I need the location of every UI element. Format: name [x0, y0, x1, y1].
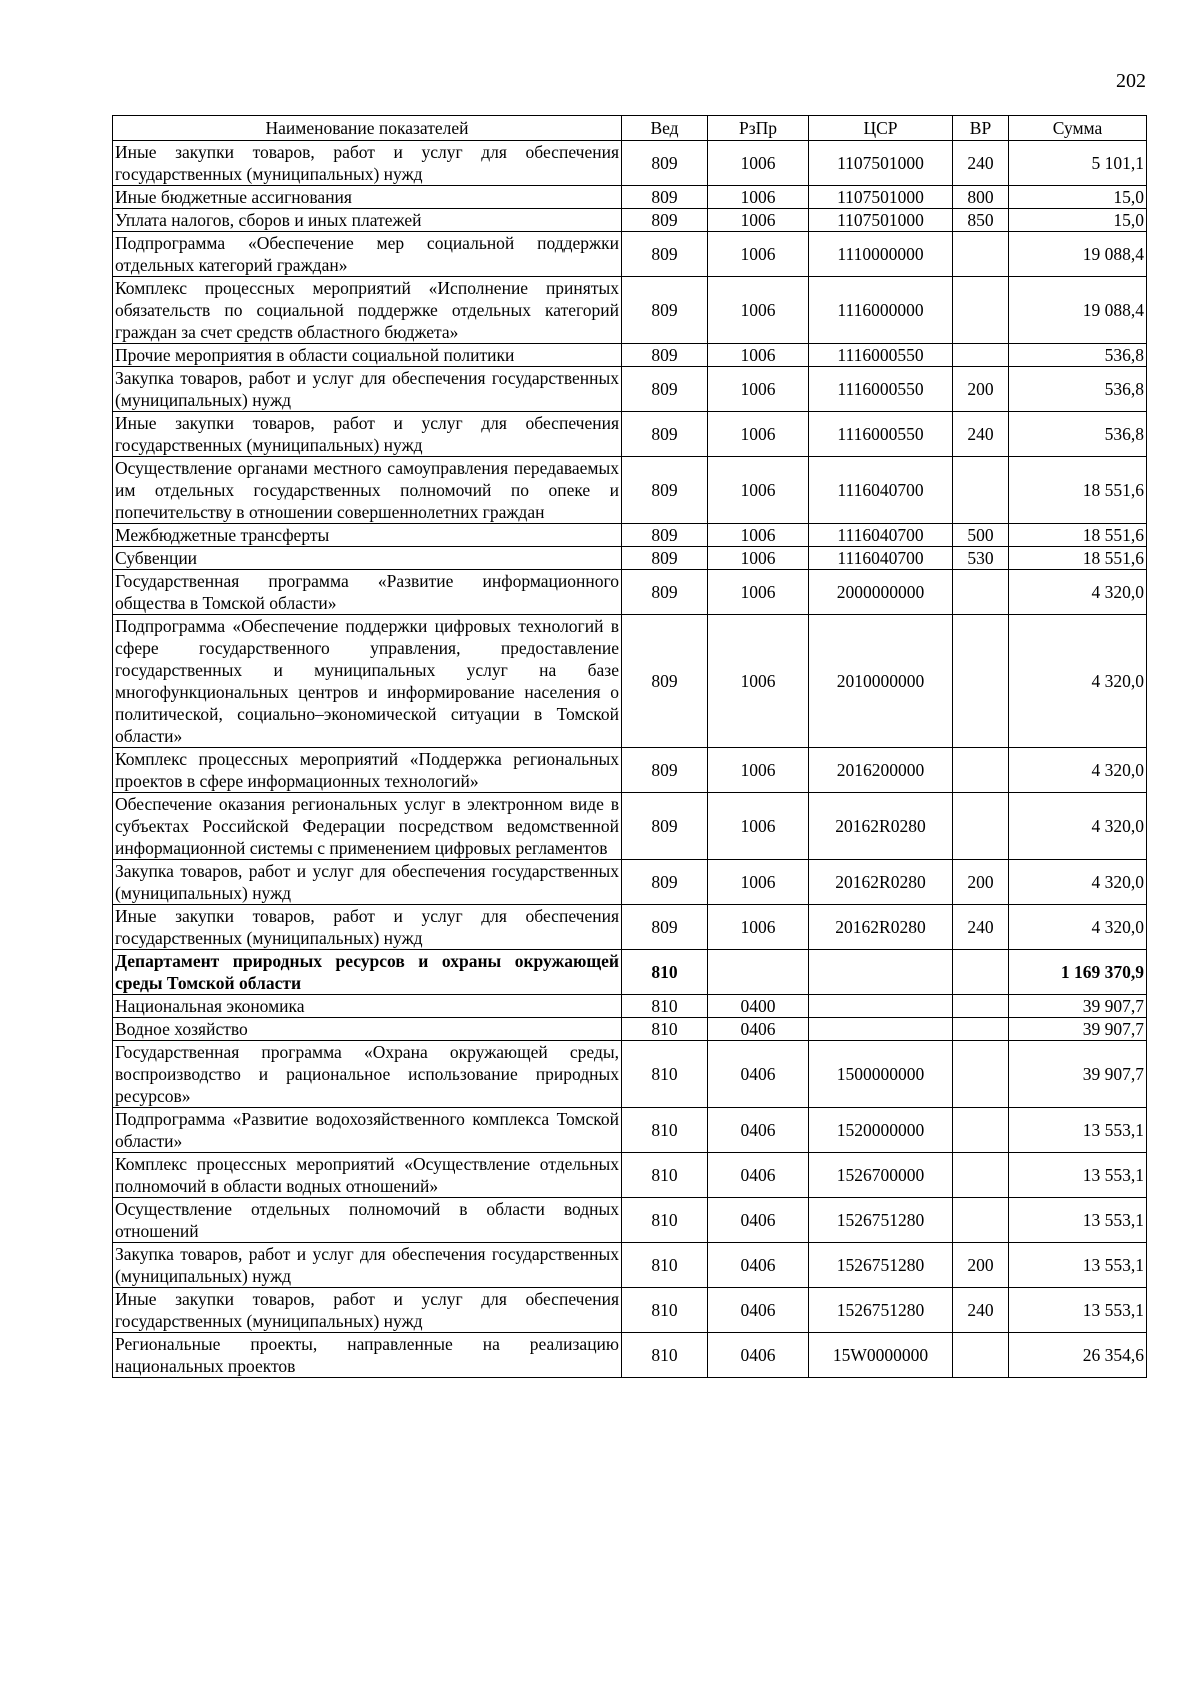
cell-csr: 1116000550 — [809, 412, 953, 457]
cell-vr: 240 — [953, 141, 1009, 186]
cell-rzpr: 0406 — [708, 1333, 809, 1378]
cell-name: Подпрограмма «Обеспечение мер социальной поддержки отдельных категорий граждан» — [113, 232, 622, 277]
table-row — [113, 186, 1147, 209]
table-header-row — [113, 116, 1147, 141]
cell-rzpr: 1006 — [708, 748, 809, 793]
cell-vr: 500 — [953, 524, 1009, 547]
table-body — [113, 141, 1147, 1378]
cell-vr — [953, 615, 1009, 748]
cell-vr: 240 — [953, 412, 1009, 457]
cell-rzpr: 0400 — [708, 995, 809, 1018]
cell-vr — [953, 950, 1009, 995]
cell-csr: 1116000000 — [809, 277, 953, 344]
table-row — [113, 524, 1147, 547]
cell-ved: 810 — [622, 1198, 708, 1243]
table-row — [113, 905, 1147, 950]
cell-vr: 240 — [953, 1288, 1009, 1333]
cell-rzpr: 1006 — [708, 570, 809, 615]
cell-name: Осуществление органами местного самоуправления передаваемых им отдельных государственных полномочий по опеке и попечительству в отношении совершеннолетних граждан — [113, 457, 622, 524]
cell-sum: 19 088,4 — [1009, 277, 1147, 344]
cell-name: Иные закупки товаров, работ и услуг для обеспечения государственных (муниципальных) нужд — [113, 412, 622, 457]
cell-csr: 1520000000 — [809, 1108, 953, 1153]
cell-csr: 1107501000 — [809, 141, 953, 186]
cell-ved: 810 — [622, 1288, 708, 1333]
cell-ved: 810 — [622, 1153, 708, 1198]
cell-ved: 810 — [622, 1243, 708, 1288]
cell-vr — [953, 232, 1009, 277]
cell-csr: 1500000000 — [809, 1041, 953, 1108]
cell-rzpr: 1006 — [708, 344, 809, 367]
cell-ved: 809 — [622, 141, 708, 186]
cell-vr — [953, 1018, 1009, 1041]
cell-rzpr: 0406 — [708, 1153, 809, 1198]
cell-sum: 13 553,1 — [1009, 1288, 1147, 1333]
cell-name: Субвенции — [113, 547, 622, 570]
cell-sum: 18 551,6 — [1009, 457, 1147, 524]
cell-sum: 4 320,0 — [1009, 860, 1147, 905]
cell-name: Иные бюджетные ассигнования — [113, 186, 622, 209]
cell-rzpr: 1006 — [708, 141, 809, 186]
cell-csr: 1526751280 — [809, 1198, 953, 1243]
cell-sum: 536,8 — [1009, 412, 1147, 457]
cell-sum: 1 169 370,9 — [1009, 950, 1147, 995]
cell-csr: 2010000000 — [809, 615, 953, 748]
cell-sum: 15,0 — [1009, 186, 1147, 209]
cell-vr — [953, 1108, 1009, 1153]
header-ved: Вед — [622, 116, 708, 141]
cell-name: Подпрограмма «Обеспечение поддержки цифровых технологий в сфере государственного управления, предоставление государственных и муниципальных услуг на базе многофункциональных центров и информирование населения о политической, социально–экономической ситуации в Томской области» — [113, 615, 622, 748]
table-row — [113, 209, 1147, 232]
cell-sum: 19 088,4 — [1009, 232, 1147, 277]
cell-csr: 1107501000 — [809, 209, 953, 232]
table-row — [113, 860, 1147, 905]
cell-sum: 13 553,1 — [1009, 1153, 1147, 1198]
cell-sum: 13 553,1 — [1009, 1108, 1147, 1153]
cell-ved: 810 — [622, 950, 708, 995]
table-row — [113, 570, 1147, 615]
cell-ved: 809 — [622, 277, 708, 344]
table-row — [113, 412, 1147, 457]
cell-ved: 809 — [622, 748, 708, 793]
cell-csr: 1116040700 — [809, 457, 953, 524]
header-rzpr: РзПр — [708, 116, 809, 141]
table-row — [113, 232, 1147, 277]
table-row — [113, 1018, 1147, 1041]
cell-ved: 809 — [622, 615, 708, 748]
cell-vr: 850 — [953, 209, 1009, 232]
cell-sum: 4 320,0 — [1009, 748, 1147, 793]
table-row — [113, 547, 1147, 570]
cell-rzpr: 0406 — [708, 1041, 809, 1108]
cell-rzpr — [708, 950, 809, 995]
table-row — [113, 748, 1147, 793]
cell-ved: 809 — [622, 412, 708, 457]
cell-sum: 13 553,1 — [1009, 1243, 1147, 1288]
cell-csr: 20162R0280 — [809, 860, 953, 905]
table-row — [113, 793, 1147, 860]
cell-sum: 39 907,7 — [1009, 1018, 1147, 1041]
cell-csr: 2016200000 — [809, 748, 953, 793]
cell-csr: 1116000550 — [809, 367, 953, 412]
cell-ved: 809 — [622, 232, 708, 277]
cell-ved: 809 — [622, 367, 708, 412]
table-row — [113, 1153, 1147, 1198]
cell-sum: 18 551,6 — [1009, 547, 1147, 570]
cell-ved: 809 — [622, 344, 708, 367]
cell-name: Комплекс процессных мероприятий «Осуществление отдельных полномочий в области водных отношений» — [113, 1153, 622, 1198]
cell-name: Прочие мероприятия в области социальной политики — [113, 344, 622, 367]
table-row — [113, 1333, 1147, 1378]
cell-name: Национальная экономика — [113, 995, 622, 1018]
cell-csr: 1110000000 — [809, 232, 953, 277]
table-row — [113, 1198, 1147, 1243]
cell-csr: 1526700000 — [809, 1153, 953, 1198]
table-row — [113, 344, 1147, 367]
cell-name: Подпрограмма «Развитие водохозяйственного комплекса Томской области» — [113, 1108, 622, 1153]
table-row — [113, 615, 1147, 748]
cell-ved: 809 — [622, 524, 708, 547]
cell-name: Региональные проекты, направленные на реализацию национальных проектов — [113, 1333, 622, 1378]
cell-vr — [953, 748, 1009, 793]
cell-name: Закупка товаров, работ и услуг для обеспечения государственных (муниципальных) нужд — [113, 1243, 622, 1288]
cell-csr: 1116040700 — [809, 524, 953, 547]
cell-rzpr: 1006 — [708, 860, 809, 905]
cell-sum: 39 907,7 — [1009, 995, 1147, 1018]
cell-csr: 1526751280 — [809, 1243, 953, 1288]
cell-csr: 20162R0280 — [809, 793, 953, 860]
header-vr: ВР — [953, 116, 1009, 141]
cell-ved: 810 — [622, 995, 708, 1018]
cell-name: Межбюджетные трансферты — [113, 524, 622, 547]
cell-vr — [953, 995, 1009, 1018]
cell-ved: 810 — [622, 1041, 708, 1108]
table-row — [113, 995, 1147, 1018]
cell-sum: 13 553,1 — [1009, 1198, 1147, 1243]
cell-csr: 1526751280 — [809, 1288, 953, 1333]
cell-name: Водное хозяйство — [113, 1018, 622, 1041]
cell-rzpr: 0406 — [708, 1243, 809, 1288]
cell-vr — [953, 277, 1009, 344]
header-csr: ЦСР — [809, 116, 953, 141]
cell-ved: 810 — [622, 1018, 708, 1041]
cell-vr — [953, 1041, 1009, 1108]
table-row — [113, 1108, 1147, 1153]
cell-name: Уплата налогов, сборов и иных платежей — [113, 209, 622, 232]
cell-ved: 809 — [622, 793, 708, 860]
table-row — [113, 457, 1147, 524]
cell-rzpr: 1006 — [708, 412, 809, 457]
cell-vr: 240 — [953, 905, 1009, 950]
cell-rzpr: 0406 — [708, 1108, 809, 1153]
cell-rzpr: 1006 — [708, 367, 809, 412]
cell-ved: 809 — [622, 457, 708, 524]
cell-sum: 26 354,6 — [1009, 1333, 1147, 1378]
cell-vr — [953, 457, 1009, 524]
cell-ved: 810 — [622, 1333, 708, 1378]
cell-sum: 18 551,6 — [1009, 524, 1147, 547]
cell-ved: 809 — [622, 209, 708, 232]
cell-rzpr: 1006 — [708, 547, 809, 570]
cell-vr: 200 — [953, 1243, 1009, 1288]
cell-vr: 200 — [953, 860, 1009, 905]
cell-vr — [953, 344, 1009, 367]
cell-csr: 1116000550 — [809, 344, 953, 367]
cell-rzpr: 1006 — [708, 209, 809, 232]
cell-name: Осуществление отдельных полномочий в области водных отношений — [113, 1198, 622, 1243]
header-sum: Сумма — [1009, 116, 1147, 141]
cell-rzpr: 0406 — [708, 1018, 809, 1041]
cell-sum: 536,8 — [1009, 367, 1147, 412]
table-row — [113, 277, 1147, 344]
cell-rzpr: 0406 — [708, 1288, 809, 1333]
table-row — [113, 950, 1147, 995]
cell-csr: 20162R0280 — [809, 905, 953, 950]
cell-ved: 809 — [622, 905, 708, 950]
cell-rzpr: 1006 — [708, 186, 809, 209]
table-row — [113, 1041, 1147, 1108]
cell-sum: 4 320,0 — [1009, 905, 1147, 950]
cell-ved: 809 — [622, 570, 708, 615]
cell-rzpr: 1006 — [708, 793, 809, 860]
table-row — [113, 367, 1147, 412]
cell-name: Государственная программа «Развитие информационного общества в Томской области» — [113, 570, 622, 615]
cell-sum: 39 907,7 — [1009, 1041, 1147, 1108]
cell-sum: 5 101,1 — [1009, 141, 1147, 186]
cell-vr: 530 — [953, 547, 1009, 570]
cell-ved: 810 — [622, 1108, 708, 1153]
cell-name: Иные закупки товаров, работ и услуг для обеспечения государственных (муниципальных) нужд — [113, 905, 622, 950]
cell-name: Комплекс процессных мероприятий «Исполнение принятых обязательств по социальной поддержке отдельных категорий граждан за счет средств областного бюджета» — [113, 277, 622, 344]
cell-name: Департамент природных ресурсов и охраны окружающей среды Томской области — [113, 950, 622, 995]
cell-rzpr: 1006 — [708, 232, 809, 277]
cell-rzpr: 1006 — [708, 277, 809, 344]
cell-ved: 809 — [622, 860, 708, 905]
cell-vr — [953, 1153, 1009, 1198]
budget-table — [112, 115, 1147, 1378]
cell-vr: 800 — [953, 186, 1009, 209]
cell-vr — [953, 570, 1009, 615]
cell-vr: 200 — [953, 367, 1009, 412]
cell-csr — [809, 995, 953, 1018]
header-name: Наименование показателей — [113, 116, 622, 141]
cell-sum: 15,0 — [1009, 209, 1147, 232]
cell-sum: 536,8 — [1009, 344, 1147, 367]
cell-csr: 1107501000 — [809, 186, 953, 209]
cell-rzpr: 1006 — [708, 905, 809, 950]
cell-name: Комплекс процессных мероприятий «Поддержка региональных проектов в сфере информационных технологий» — [113, 748, 622, 793]
cell-rzpr: 1006 — [708, 524, 809, 547]
table-row — [113, 1288, 1147, 1333]
cell-vr — [953, 1333, 1009, 1378]
cell-csr — [809, 1018, 953, 1041]
cell-name: Закупка товаров, работ и услуг для обеспечения государственных (муниципальных) нужд — [113, 367, 622, 412]
cell-rzpr: 1006 — [708, 457, 809, 524]
cell-csr: 1116040700 — [809, 547, 953, 570]
table-row — [113, 1243, 1147, 1288]
cell-name: Иные закупки товаров, работ и услуг для обеспечения государственных (муниципальных) нужд — [113, 1288, 622, 1333]
cell-sum: 4 320,0 — [1009, 793, 1147, 860]
table-row — [113, 141, 1147, 186]
cell-ved: 809 — [622, 186, 708, 209]
cell-csr — [809, 950, 953, 995]
cell-sum: 4 320,0 — [1009, 615, 1147, 748]
cell-vr — [953, 1198, 1009, 1243]
cell-name: Государственная программа «Охрана окружающей среды, воспроизводство и рациональное использование природных ресурсов» — [113, 1041, 622, 1108]
cell-name: Иные закупки товаров, работ и услуг для обеспечения государственных (муниципальных) нужд — [113, 141, 622, 186]
cell-rzpr: 1006 — [708, 615, 809, 748]
cell-ved: 809 — [622, 547, 708, 570]
cell-rzpr: 0406 — [708, 1198, 809, 1243]
cell-sum: 4 320,0 — [1009, 570, 1147, 615]
cell-csr: 15W0000000 — [809, 1333, 953, 1378]
cell-name: Закупка товаров, работ и услуг для обеспечения государственных (муниципальных) нужд — [113, 860, 622, 905]
page-number: 202 — [1116, 70, 1146, 92]
cell-csr: 2000000000 — [809, 570, 953, 615]
cell-vr — [953, 793, 1009, 860]
cell-name: Обеспечение оказания региональных услуг в электронном виде в субъектах Российской Федерации посредством ведомственной информационной системы с применением цифровых регламентов — [113, 793, 622, 860]
